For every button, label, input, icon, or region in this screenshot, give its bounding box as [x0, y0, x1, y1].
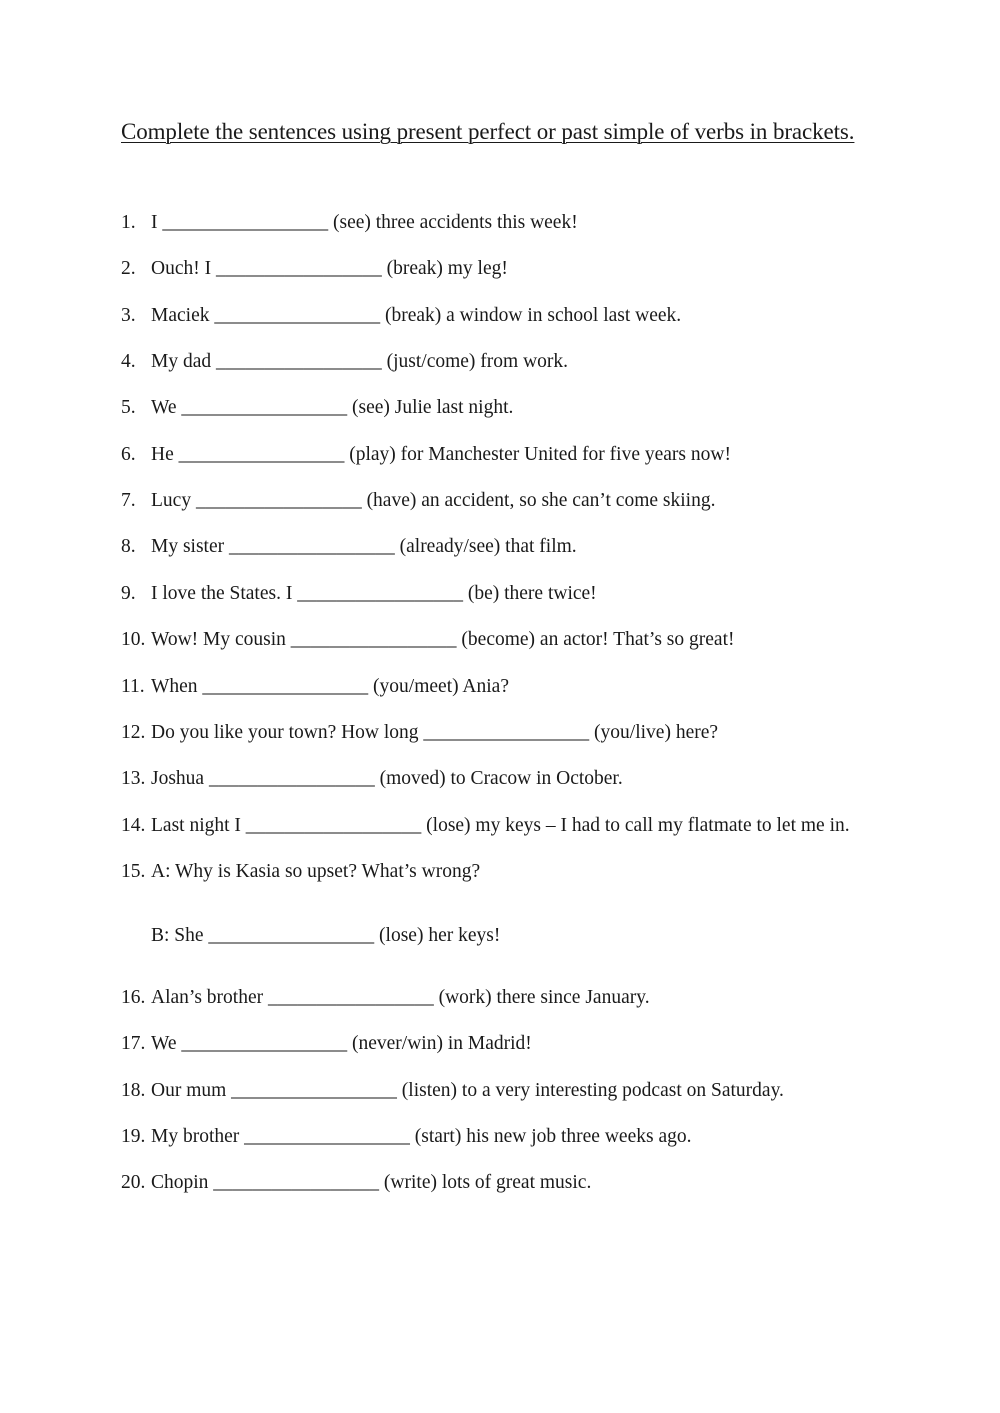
item-sentence: Wow! My cousin _________________ (become) an actor! That’s so great!: [151, 629, 735, 650]
item-sentence: I love the States. I _________________ (be) there twice!: [151, 583, 597, 604]
item-number: 12.: [121, 722, 146, 743]
item-number: 14.: [121, 815, 146, 836]
item-sentence: Alan’s brother _________________ (work) there since January.: [151, 987, 650, 1008]
item-number: 6.: [121, 444, 136, 465]
item-sentence: I _________________ (see) three accidents this week!: [151, 212, 578, 233]
item-number: 5.: [121, 397, 136, 418]
item-sentence: Joshua _________________ (moved) to Cracow in October.: [151, 768, 623, 789]
item-sentence: We _________________ (never/win) in Madrid!: [151, 1033, 532, 1054]
item-sentence: My sister _________________ (already/see) that film.: [151, 536, 577, 557]
item-number: 17.: [121, 1033, 146, 1054]
item-number: 7.: [121, 490, 136, 511]
item-number: 8.: [121, 536, 136, 557]
item-sentence: A: Why is Kasia so upset? What’s wrong?: [151, 861, 481, 882]
item-number: 4.: [121, 351, 136, 372]
item-sentence: My brother _________________ (start) his new job three weeks ago.: [151, 1126, 692, 1147]
item-number: 2.: [121, 258, 136, 279]
item-sentence: Last night I __________________ (lose) my keys – I had to call my flatmate to let me in.: [151, 815, 850, 836]
item-number: 20.: [121, 1172, 146, 1193]
item-sentence: My dad _________________ (just/come) from work.: [151, 351, 569, 372]
item-sentence: Do you like your town? How long _________________ (you/live) here?: [151, 722, 719, 743]
item-sentence: Chopin _________________ (write) lots of great music.: [151, 1172, 592, 1193]
item-sentence: Ouch! I _________________ (break) my leg!: [151, 258, 508, 279]
item-number: 1.: [121, 212, 136, 233]
item-sentence: Lucy _________________ (have) an accident, so she can’t come skiing.: [151, 490, 716, 511]
item-number: 11.: [121, 676, 145, 697]
item-number: 16.: [121, 987, 146, 1008]
item-number: 10.: [121, 629, 146, 650]
item-sentence: Our mum _________________ (listen) to a very interesting podcast on Saturday.: [151, 1080, 784, 1101]
item-number: 9.: [121, 583, 136, 604]
item-sentence: We _________________ (see) Julie last night.: [151, 397, 514, 418]
item-sentence: He _________________ (play) for Manchester United for five years now!: [151, 444, 731, 465]
item-number: 15.: [121, 861, 146, 882]
item-sentence: Maciek _________________ (break) a window in school last week.: [151, 305, 682, 326]
item-number: 18.: [121, 1080, 146, 1101]
item-sentence: B: She _________________ (lose) her keys!: [151, 925, 501, 946]
item-sentence: When _________________ (you/meet) Ania?: [151, 676, 509, 697]
item-number: 3.: [121, 305, 136, 326]
worksheet-title: Complete the sentences using present perfect or past simple of verbs in brackets.: [121, 119, 855, 144]
item-number: 13.: [121, 768, 146, 789]
item-number: 19.: [121, 1126, 146, 1147]
